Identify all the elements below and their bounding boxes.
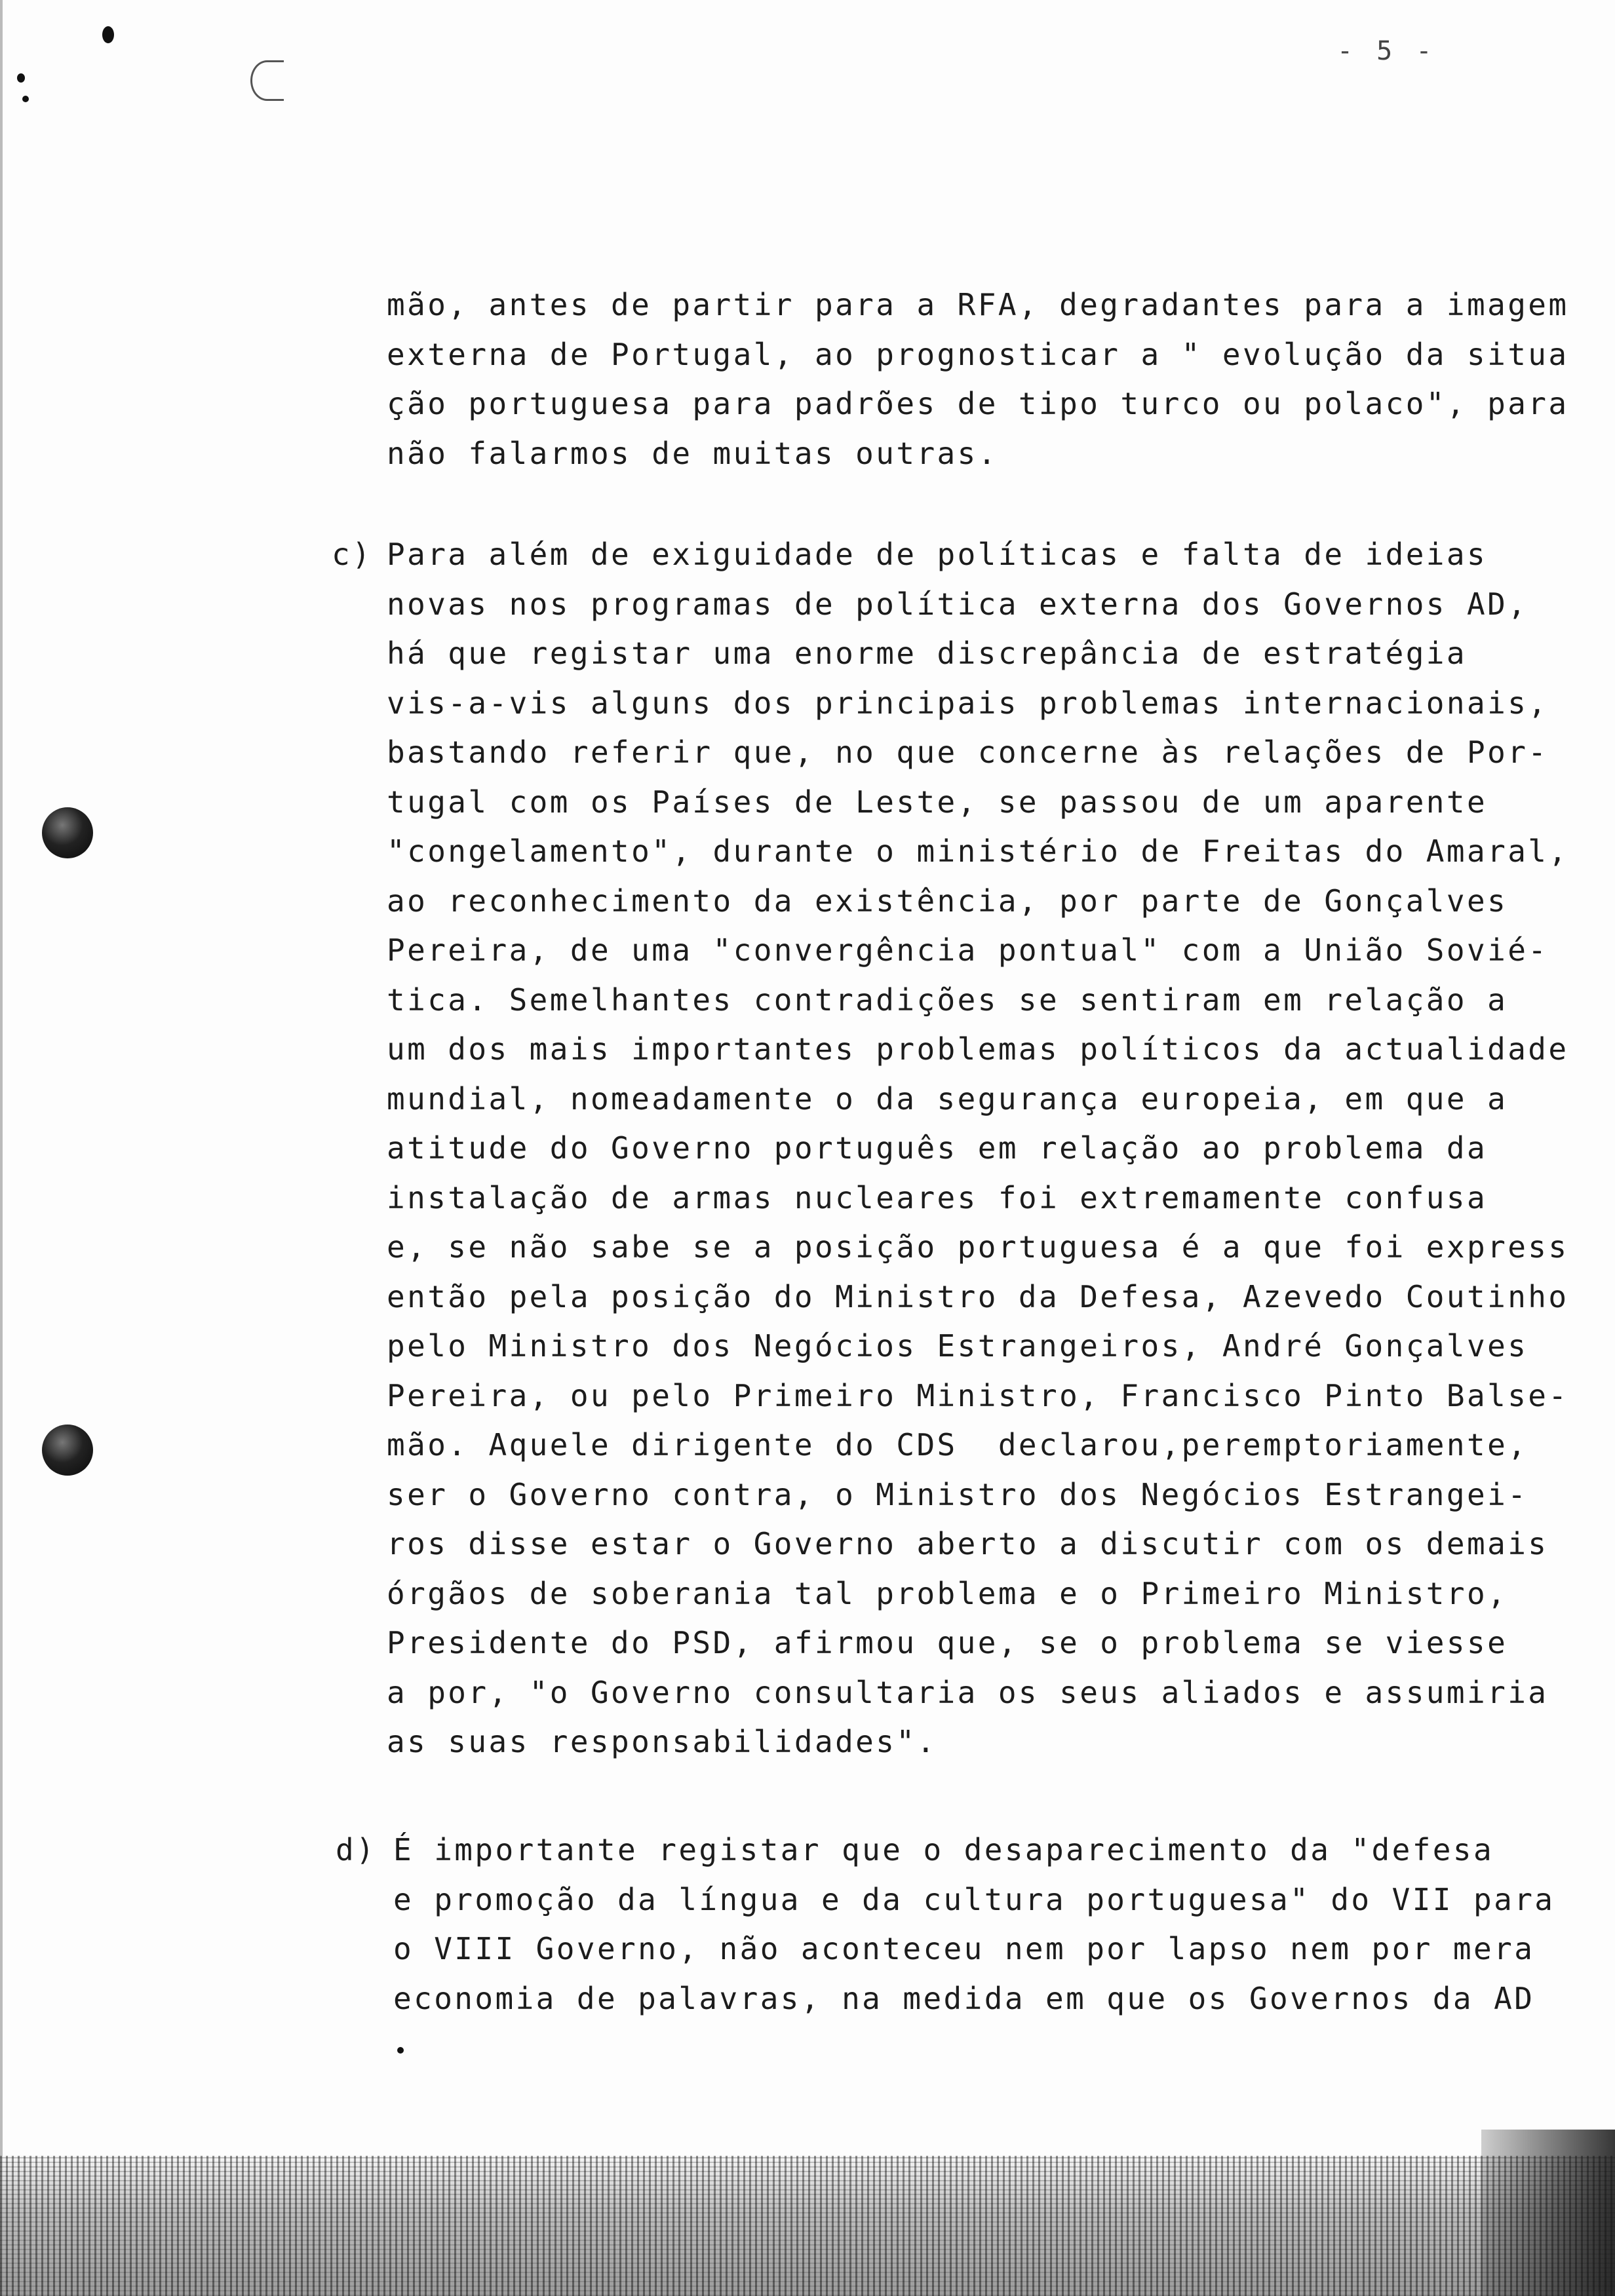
- paragraph-d: É importante registar que o desaparecimento da "defesa e promoção da língua e da cultura portuguesa" do VII para o VIII Governo, não aconteceu nem por lapso nem por mera economia de palavras, na medida em que os Governos da AD: [393, 1832, 1555, 2016]
- punch-hole-top: [42, 807, 93, 858]
- page-number: - 5 -: [1337, 36, 1436, 66]
- scan-speck: [22, 96, 29, 102]
- paragraph-continuation: mão, antes de partir para a RFA, degradantes para a imagem externa de Portugal, ao prognosticar a " evolução da situa ção portuguesa para padrões de tipo turco ou polaco", para não falarmos de muitas outras.: [387, 287, 1569, 471]
- scan-speck: [102, 26, 114, 43]
- scan-bottom-shadow: [1481, 2130, 1615, 2296]
- scan-speck: [17, 73, 25, 83]
- scan-left-edge: [0, 0, 3, 2296]
- paragraph-c: Para além de exiguidade de políticas e falta de ideias novas nos programas de política externa dos Governos AD, há que registar uma enorme discrepância de estratégia vis-a-vis alguns dos principais problemas internacionais, bastando referir que, no que concerne às relações de Por- tugal com os Países de Leste, se passou de um aparente "congelamento", durante o ministério de Freitas do Amaral, ao reconhecimento da existência, por parte de Gonçalves Pereira, de uma "convergência pontual" com a União Sovié- tica. Semelhantes contradições se sentiram em relação a um dos mais importantes problemas políticos da actualidade mundial, nomeadamente o da segurança europeia, em que a atitude do Governo português em relação ao problema da instalação de armas nucleares foi extremamente confusa e, se não sabe se a posição portuguesa é a que foi express então pela posição do Ministro da Defesa, Azevedo Coutinho pelo Ministro dos Negócios Estrangeiros, André Gonçalves Pereira, ou pelo Primeiro Ministro, Francisco Pinto Balse- mão. Aquele dirigente do CDS declarou,peremptoriamente, ser o Governo contra, o Ministro dos Negócios Estrangei- ros disse estar o Governo aberto a discutir com os demais órgãos de soberania tal problema e o Primeiro Ministro, Presidente do PSD, afirmou que, se o problema se viesse a por, "o Governo consultaria os seus aliados e assumiria as suas responsabilidades".: [387, 537, 1569, 1759]
- list-marker-c: c): [332, 537, 373, 572]
- scan-bottom-noise: [0, 2156, 1615, 2296]
- punch-hole-bottom: [42, 1425, 93, 1476]
- scan-speck: [397, 2047, 404, 2054]
- list-marker-d: d): [336, 1832, 377, 1867]
- scan-arc-mark: [250, 60, 284, 101]
